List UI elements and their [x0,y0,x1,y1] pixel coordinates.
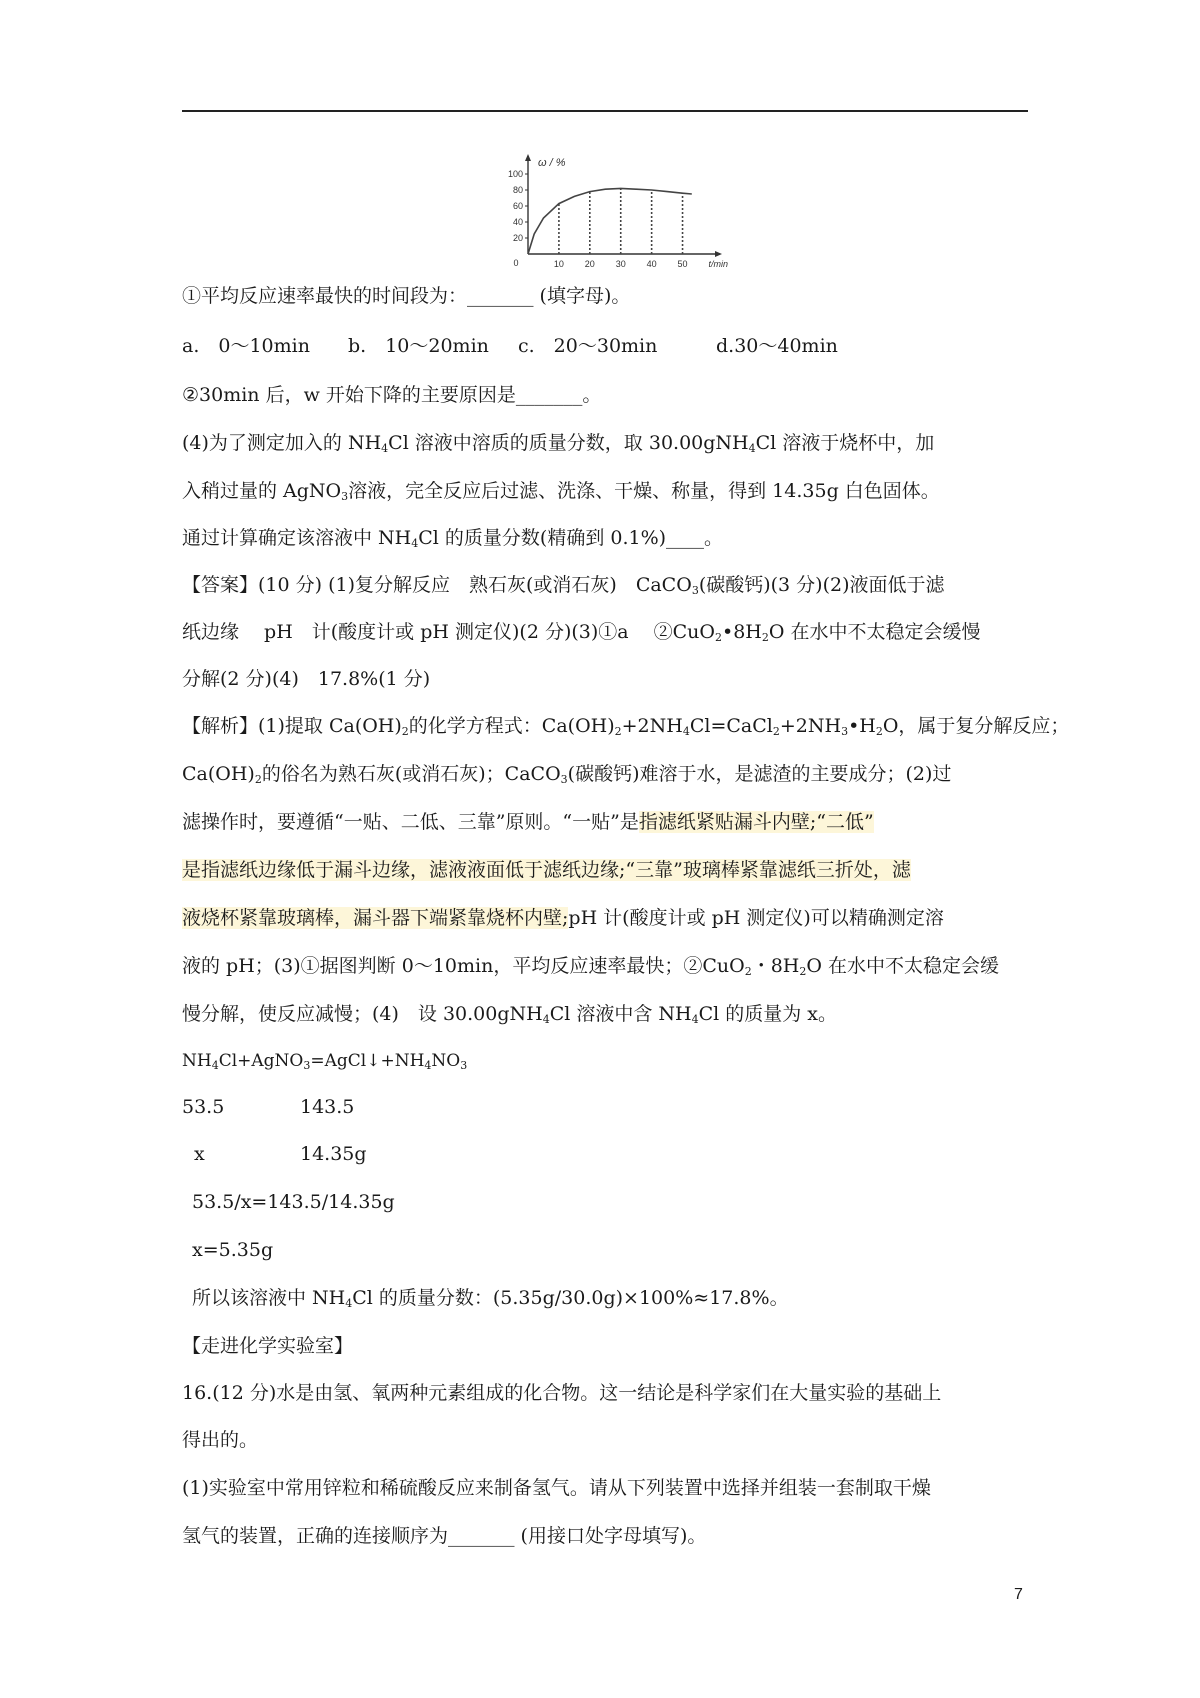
mass-fraction-line-chart [490,148,730,271]
answer-line1: 【答案】(10 分) (1)复分解反应 熟石灰(或消石灰) CaCO$_3$(碳酸钙)(3 分)(2)液面低于滤 [182,574,945,597]
result-x: x=5.35g [192,1239,274,1261]
y-tick-label: 80 [512,185,523,195]
final-result: 所以该溶液中 $NH_4Cl$ 的质量分数：(5.35g/30.0g)×100%≈17.8%。 [192,1287,789,1310]
q4-line2: 入稍过量的 AgNO$_3$溶液，完全反应后过滤、洗涤、干燥、称量，得到 14.35g 白色固体。 [182,480,940,503]
q3-sub1: ①平均反应速率最快的时间段为：_______ (填字母)。 [182,285,631,307]
y-axis-label: ω / % [538,157,566,169]
q16-line1: 16.(12 分)水是由氢、氧两种元素组成的化合物。这一结论是科学家们在大量实验的基础上 [182,1382,942,1404]
q4-line1: (4)为了测定加入的 $NH_4Cl$ 溶液中溶质的质量分数，取 30.00gNH$_4$Cl 溶液于烧杯中，加 [182,432,935,455]
option-b: b. 10～20min [348,335,489,357]
reaction-equation: $NH_4Cl+AgNO_3=AgCl↓+NH_4NO_3$ [182,1051,468,1072]
series-line [528,188,692,254]
x-tick-label: 10 [553,259,564,269]
x-tick-label: 30 [615,259,626,269]
q4-line3: 通过计算确定该溶液中 $NH_4Cl$ 的质量分数(精确到 0.1%)____。 [182,527,724,550]
unknown-x: x [194,1143,205,1165]
option-d: d.30～40min [716,335,838,357]
analysis-line6: 液的 pH；(3)①据图判断 0～10min，平均反应速率最快；②CuO$_2$・$8H_2O$ 在水中不太稳定会缓 [182,955,999,978]
answer-line3: 分解(2 分)(4) 17.8%(1 分) [182,668,431,690]
analysis-line3: 滤操作时，要遵循“一贴、二低、三靠”原则。“一贴”是指滤纸紧贴漏斗内壁;“二低” [182,811,874,833]
origin-label: 0 [513,258,519,268]
y-tick-label: 20 [512,233,523,243]
x-tick-label: 40 [646,259,657,269]
page-number: 7 [1014,1586,1023,1603]
ratio-equation: 53.5/x=143.5/14.35g [192,1191,395,1213]
agcl-mass: 14.35g [300,1143,367,1165]
q16-line4: 氢气的装置，正确的连接顺序为_______ (用接口处字母填写)。 [182,1525,707,1547]
q16-line3: (1)实验室中常用锌粒和稀硫酸反应来制备氢气。请从下列装置中选择并组装一套制取干燥 [182,1477,931,1499]
analysis-line7: 慢分解，使反应减慢；(4) 设 30.00gNH$_4$Cl 溶液中含 $NH_4Cl$ 的质量为 x。 [182,1003,838,1026]
header-rule [182,110,1028,112]
x-axis-label: t/min [708,259,728,269]
y-tick-label: 40 [512,217,523,227]
y-tick-label: 100 [507,169,523,179]
y-tick-label: 60 [512,201,523,211]
option-a: a. 0～10min [182,335,310,357]
x-tick-label: 20 [584,259,595,269]
analysis-line5: 液烧杯紧靠玻璃棒，漏斗器下端紧靠烧杯内壁;pH 计(酸度计或 pH 测定仪)可以精确测定溶 [182,907,944,929]
analysis-line2: $Ca(OH)_2$的俗名为熟石灰(或消石灰)；CaCO$_3$(碳酸钙)难溶于水，是滤渣的主要成分；(2)过 [182,763,952,786]
section-title: 【走进化学实验室】 [182,1335,354,1357]
answer-line2: 纸边缘 pH 计(酸度计或 pH 测定仪)(2 分)(3)①a $②CuO_2•8H_2O$ 在水中不太稳定会缓慢 [182,621,981,644]
analysis-line1: 【解析】(1)提取 $Ca(OH)_2$的化学方程式：$Ca(OH)_2+2NH_4Cl=CaCl_2+2NH_3•H_2O$，属于复分解反应； [182,715,1070,738]
x-axis-arrow [715,251,722,257]
q3-sub2: ②30min 后，w 开始下降的主要原因是_______。 [182,384,602,406]
q3-options [182,334,838,358]
option-c: c. 20～30min [518,335,658,357]
q16-line2: 得出的。 [182,1429,259,1451]
x-tick-label: 50 [677,259,688,269]
molar-mass-agcl: 143.5 [300,1096,355,1118]
y-axis-arrow [525,154,531,161]
analysis-line4: 是指滤纸边缘低于漏斗边缘，滤液液面低于滤纸边缘;“三靠”玻璃棒紧靠滤纸三折处，滤 [182,859,911,881]
molar-mass-row: 53.5 [182,1096,225,1118]
